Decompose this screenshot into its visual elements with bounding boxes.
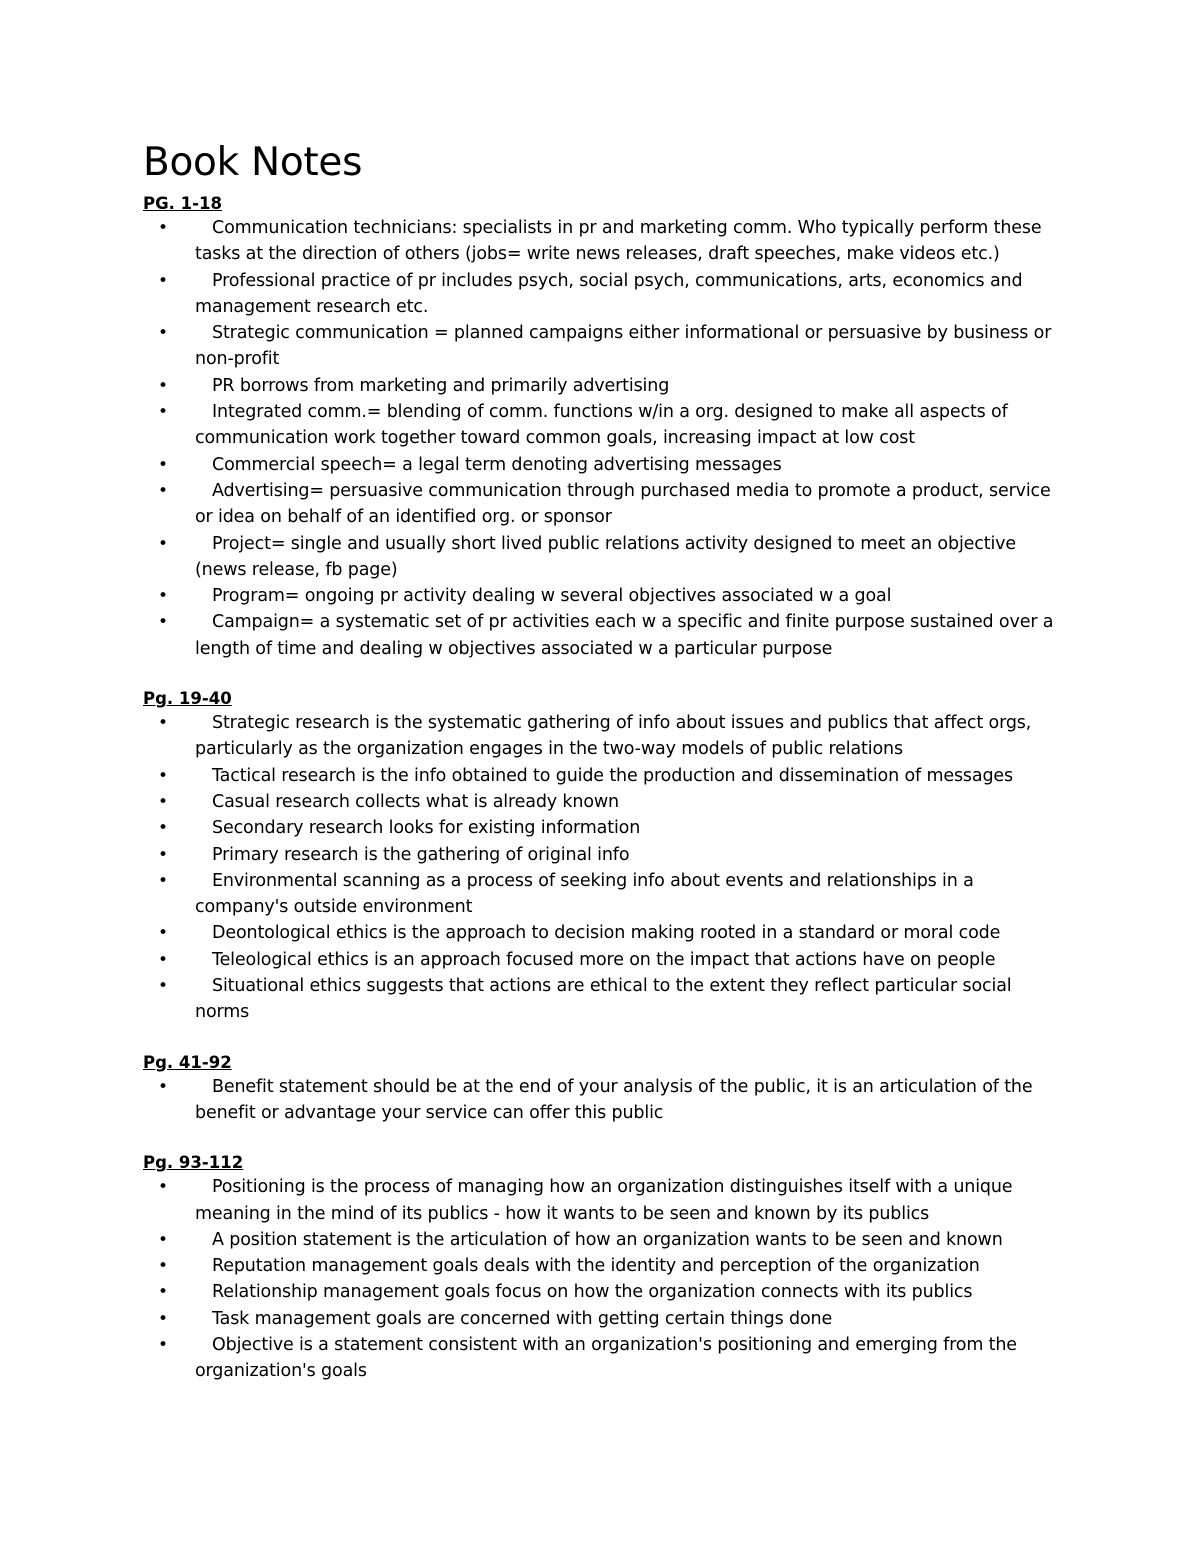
list-item <box>143 268 1063 321</box>
list-item-text: PR borrows from marketing and primarily advertising <box>212 375 670 396</box>
list-item <box>143 320 1063 373</box>
list-item-text: Environmental scanning as a process of seeking info about events and relationships in a company's outside environment <box>195 870 974 918</box>
section-heading: PG. 1-18 <box>143 194 222 213</box>
list-item <box>143 373 1063 399</box>
list-item-text: Integrated comm.= blending of comm. functions w/in a org. designed to make all aspects of communication work together toward common goals, increasing impact at low cost <box>195 402 1008 449</box>
list-item <box>143 920 1063 946</box>
notes-section <box>143 1052 1063 1127</box>
bullet-icon: • <box>158 1308 168 1329</box>
bullet-icon: • <box>158 1256 168 1277</box>
list-item-text: A position statement is the articulation of how an organization wants to be seen and known <box>212 1229 1003 1250</box>
bullet-icon: • <box>158 949 168 970</box>
bullet-icon: • <box>158 612 168 633</box>
list-item <box>143 842 1063 868</box>
list-item <box>143 1074 1063 1127</box>
list-item-text: Reputation management goals deals with the identity and perception of the organization <box>212 1256 980 1277</box>
list-item <box>143 452 1063 478</box>
bullet-icon: • <box>158 923 168 944</box>
list-item-text: Secondary research looks for existing information <box>212 818 641 839</box>
bullet-icon: • <box>158 480 168 501</box>
list-item <box>143 583 1063 609</box>
list-item-text: Relationship management goals focus on how the organization connects with its publics <box>212 1282 973 1303</box>
list-item-text: Professional practice of pr includes psych, social psych, communications, arts, economics and management research etc. <box>195 270 1023 317</box>
list-item <box>143 815 1063 841</box>
notes-section <box>143 1152 1063 1384</box>
list-item-text: Teleological ethics is an approach focused more on the impact that actions have on people <box>212 949 996 970</box>
bullet-icon: • <box>158 976 168 997</box>
list-item <box>143 1253 1063 1279</box>
bullet-icon: • <box>158 1334 168 1355</box>
list-item <box>143 399 1063 452</box>
bullet-icon: • <box>158 1177 168 1198</box>
list-item-text: Deontological ethics is the approach to decision making rooted in a standard or moral code <box>212 923 1001 944</box>
list-item-text: Benefit statement should be at the end of your analysis of the public, it is an articulation of the benefit or advantage your service can offer this public <box>195 1076 1033 1123</box>
notes-section <box>143 688 1063 1026</box>
list-item-text: Strategic research is the systematic gathering of info about issues and publics that affect orgs, particularly as the organization engages in the two-way models of public relations <box>195 713 1032 760</box>
document-body <box>143 140 1063 1385</box>
list-item-text: Advertising= persuasive communication through purchased media to promote a product, service or idea on behalf of an identified org. or sponsor <box>195 480 1051 528</box>
notes-section <box>143 193 1063 662</box>
list-item <box>143 1227 1063 1253</box>
sections-container <box>143 193 1063 1385</box>
bullet-icon: • <box>158 1282 168 1303</box>
bullet-list <box>143 1174 1063 1384</box>
bullet-icon: • <box>158 375 168 396</box>
list-item <box>143 1332 1063 1385</box>
section-heading: Pg. 41-92 <box>143 1052 232 1072</box>
list-item-text: Commercial speech= a legal term denoting advertising messages <box>212 454 782 475</box>
bullet-icon: • <box>158 270 168 291</box>
bullet-list <box>143 1074 1063 1127</box>
bullet-icon: • <box>158 870 168 891</box>
document-title: Book Notes <box>143 140 363 185</box>
list-item <box>143 763 1063 789</box>
bullet-icon: • <box>158 713 168 734</box>
bullet-icon: • <box>158 586 168 607</box>
list-item <box>143 1306 1063 1332</box>
list-item <box>143 710 1063 763</box>
bullet-icon: • <box>158 818 168 839</box>
bullet-icon: • <box>158 844 168 865</box>
list-item-text: Project= single and usually short lived public relations activity designed to meet an objective (news release, fb page) <box>195 533 1016 580</box>
bullet-icon: • <box>158 533 168 554</box>
section-heading: Pg. 19-40 <box>143 689 232 709</box>
list-item <box>143 531 1063 584</box>
bullet-icon: • <box>158 323 168 344</box>
list-item <box>143 478 1063 531</box>
list-item-text: Program= ongoing pr activity dealing w several objectives associated w a goal <box>212 586 892 607</box>
list-item <box>143 1174 1063 1227</box>
bullet-list <box>143 710 1063 1026</box>
list-item-text: Task management goals are concerned with getting certain things done <box>212 1308 833 1329</box>
list-item <box>143 215 1063 268</box>
list-item-text: Casual research collects what is already known <box>212 791 619 812</box>
bullet-icon: • <box>158 454 168 475</box>
list-item-text: Objective is a statement consistent with an organization's positioning and emerging from the organization's goals <box>195 1334 1017 1382</box>
list-item <box>143 868 1063 921</box>
list-item <box>143 973 1063 1026</box>
list-item <box>143 947 1063 973</box>
list-item-text: Positioning is the process of managing how an organization distinguishes itself with a unique meaning in the mind of its publics - how it wants to be seen and known by its publics <box>195 1177 1013 1224</box>
bullet-icon: • <box>158 1076 168 1097</box>
list-item <box>143 789 1063 815</box>
list-item-text: Situational ethics suggests that actions are ethical to the extent they reflect particular social norms <box>195 976 1012 1023</box>
list-item-text: Campaign= a systematic set of pr activities each w a specific and finite purpose sustained over a length of time and dealing w objectives associated w a particular purpose <box>195 612 1054 659</box>
bullet-list <box>143 215 1063 662</box>
list-item-text: Primary research is the gathering of original info <box>212 844 630 865</box>
list-item-text: Tactical research is the info obtained to guide the production and dissemination of messages <box>212 765 1014 786</box>
bullet-icon: • <box>158 1229 168 1250</box>
bullet-icon: • <box>158 218 168 238</box>
section-heading: Pg. 93-112 <box>143 1153 244 1173</box>
list-item <box>143 1279 1063 1305</box>
list-item-text: Communication technicians: specialists in pr and marketing comm. Who typically perform these tasks at the direction of others (jobs= write news releases, draft speeches, make videos etc.) <box>195 218 1042 265</box>
bullet-icon: • <box>158 791 168 812</box>
bullet-icon: • <box>158 402 168 423</box>
bullet-icon: • <box>158 765 168 786</box>
list-item-text: Strategic communication = planned campaigns either informational or persuasive by business or non-profit <box>195 323 1052 370</box>
list-item <box>143 609 1063 662</box>
